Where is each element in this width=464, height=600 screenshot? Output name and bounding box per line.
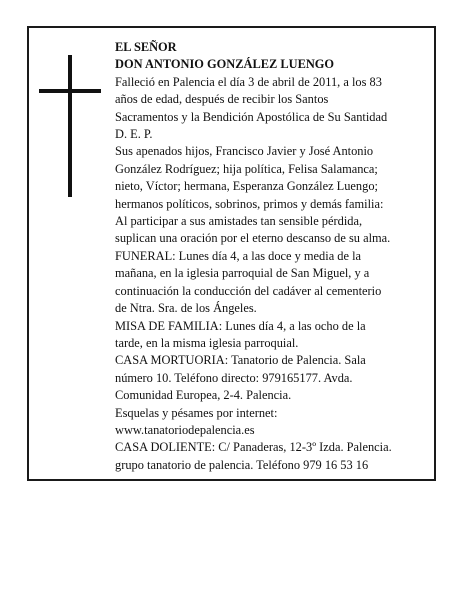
obituary-title: EL SEÑOR	[115, 40, 177, 54]
obituary-line: grupo tanatorio de palencia. Teléfono 979 16 53 16	[115, 457, 369, 472]
obituary-line: Sus apenados hijos, Francisco Javier y José Antonio	[115, 144, 374, 159]
obituary-notice	[27, 26, 436, 481]
obituary-line: FUNERAL: Lunes día 4, a las doce y media de la	[115, 248, 362, 263]
obituary-line: CASA MORTUORIA: Tanatorio de Palencia. Sala	[115, 353, 366, 368]
obituary-line: continuación la conducción del cadáver al cementerio	[115, 283, 382, 298]
obituary-text	[115, 39, 437, 474]
obituary-line: Sacramentos y la Bendición Apostólica de Su Santidad	[115, 109, 388, 124]
obituary-line: hermanos políticos, sobrinos, primos y demás familia:	[115, 196, 384, 211]
obituary-line: años de edad, después de recibir los Santos	[115, 92, 329, 107]
website-line: www.tanatoriodepalencia.es	[115, 422, 255, 437]
obituary-line: tarde, en la misma iglesia parroquial.	[115, 335, 299, 350]
obituary-line: D. E. P.	[115, 127, 153, 142]
obituary-line: mañana, en la iglesia parroquial de San Miguel, y a	[115, 266, 370, 281]
obituary-line: nieto, Víctor; hermana, Esperanza González Luengo;	[115, 179, 378, 194]
obituary-line: MISA DE FAMILIA: Lunes día 4, a las ocho de la	[115, 318, 366, 333]
cross-horizontal-bar	[39, 89, 101, 93]
cross-vertical-bar	[68, 55, 72, 197]
deceased-name: DON ANTONIO GONZÁLEZ LUENGO	[115, 57, 335, 72]
obituary-line: González Rodríguez; hija política, Felisa Salamanca;	[115, 161, 378, 176]
obituary-line: Esquelas y pésames por internet:	[115, 405, 278, 420]
obituary-line: de Ntra. Sra. de los Ángeles.	[115, 301, 257, 316]
obituary-line: número 10. Teléfono directo: 979165177. Avda.	[115, 370, 353, 385]
obituary-line: CASA DOLIENTE: C/ Panaderas, 12-3º Izda. Palencia.	[115, 440, 392, 455]
obituary-line: Falleció en Palencia el día 3 de abril de 2011, a los 83	[115, 74, 382, 89]
obituary-line: suplican una oración por el eterno descanso de su alma.	[115, 231, 391, 246]
obituary-line: Comunidad Europea, 2-4. Palencia.	[115, 388, 292, 403]
obituary-line: Al participar a sus amistades tan sensible pérdida,	[115, 214, 363, 229]
